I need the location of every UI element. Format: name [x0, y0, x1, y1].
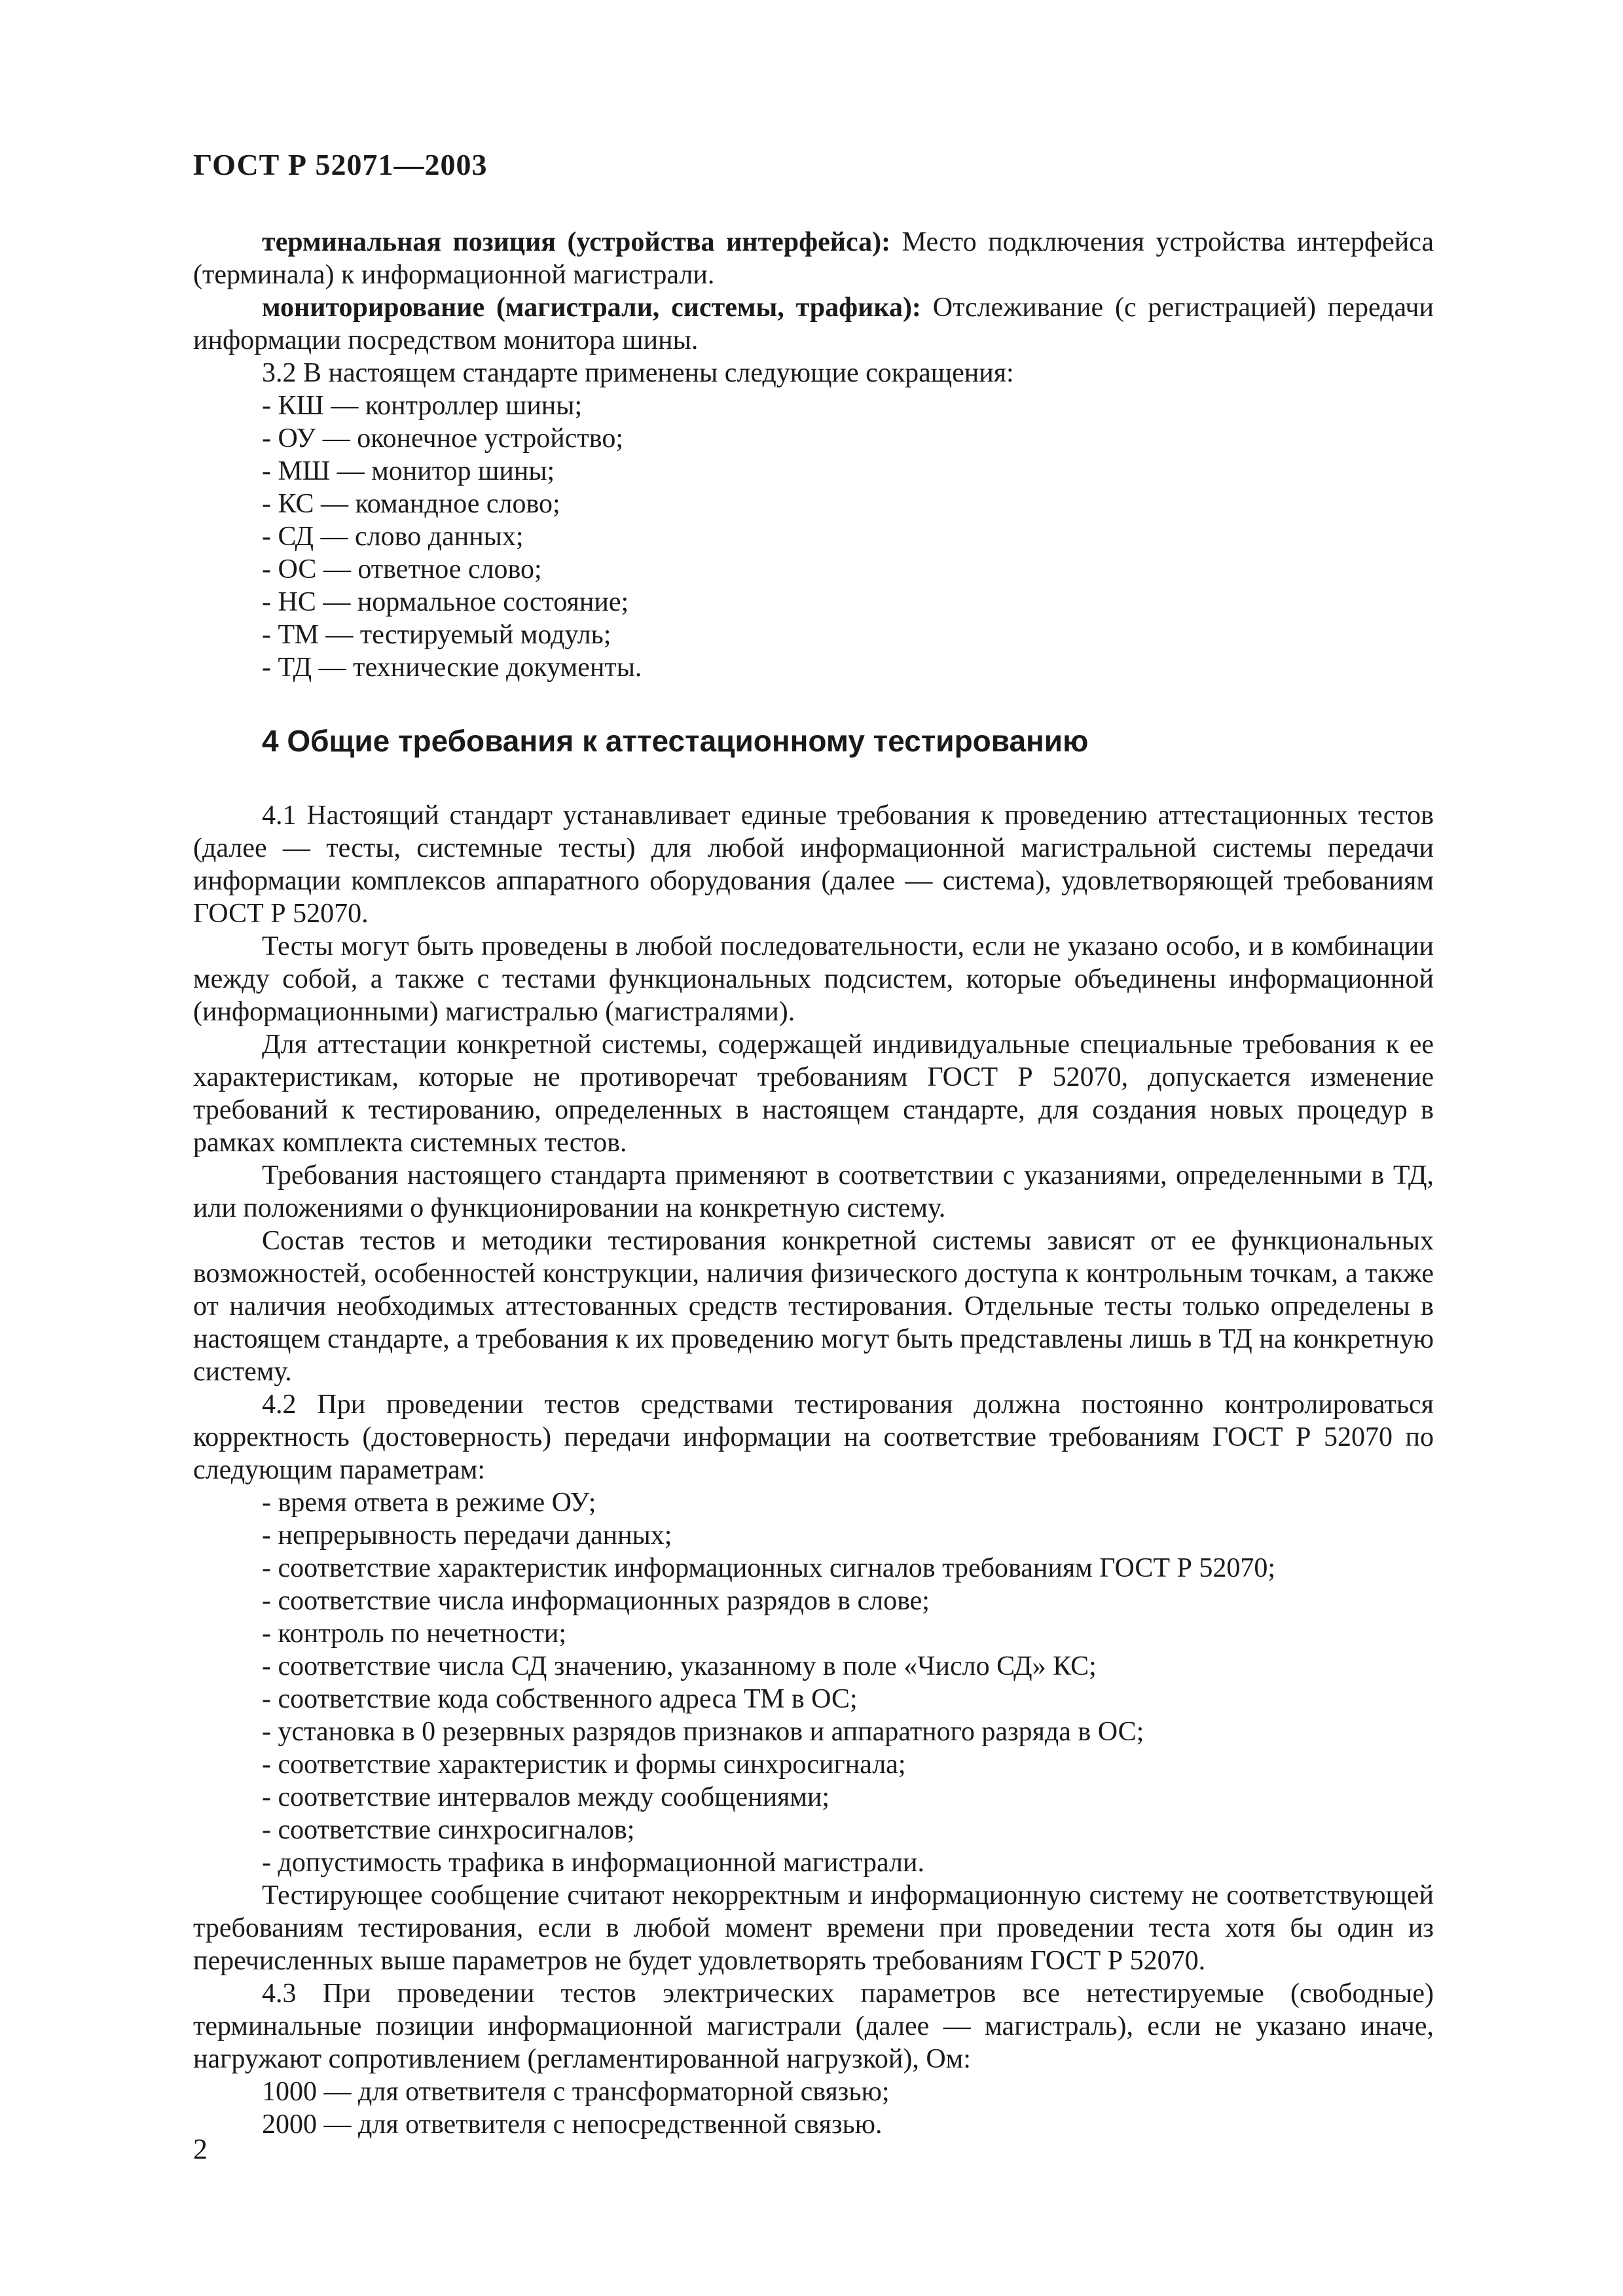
load-item: 2000 — для ответвителя с непосредственной связью.: [262, 2109, 883, 2140]
parameter-item: - допустимость трафика в информационной магистрали.: [262, 1848, 924, 1878]
abbreviation-item: - МШ — монитор шины;: [262, 456, 555, 486]
parameter-item: - время ответа в режиме ОУ;: [262, 1488, 596, 1518]
parameter-item: - соответствие синхросигналов;: [262, 1815, 635, 1845]
definition-term: терминальная позиция (устройства интерфейса):: [262, 227, 891, 257]
abbreviation-item: - КШ — контроллер шины;: [262, 391, 583, 421]
parameter-item: - соответствие характеристик и формы синхросигнала;: [262, 1749, 906, 1780]
parameter-item: - соответствие числа информационных разрядов в слове;: [262, 1586, 930, 1616]
paragraph-4-1: 4.1 Настоящий стандарт устанавливает единые требования к проведению аттестационных тестов (далее — тесты, системные тесты) для любой информационной магистральной системы передачи информации комплексов аппаратного оборудования (далее — система), удовлетворяющей требованиям ГОСТ Р 52070.: [193, 800, 1434, 929]
abbreviations-intro: 3.2 В настоящем стандарте применены следующие сокращения:: [262, 358, 1014, 388]
definition-text: Отслеживание (с регистрацией) передачи информации посредством монитора шины.: [193, 293, 1434, 355]
abbreviation-item: - ОУ — оконечное устройство;: [262, 423, 623, 454]
paragraph: Состав тестов и методики тестирования конкретной системы зависят от ее функциональных возможностей, особенностей конструкции, наличия физического доступа к контрольным точкам, а также от наличия необходимых аттестованных средств тестирования. Отдельные тесты только определены в настоящем стандарте, а требования к их проведению могут быть представлены лишь в ТД на конкретную систему.: [193, 1226, 1434, 1387]
abbreviation-item: - ОС — ответное слово;: [262, 554, 542, 584]
abbreviation-item: - ТМ — тестируемый модуль;: [262, 620, 611, 650]
document-header: ГОСТ Р 52071—2003: [193, 148, 488, 181]
section-4-title: 4 Общие требования к аттестационному тестированию: [262, 724, 1089, 758]
paragraph: Для аттестации конкретной системы, содержащей индивидуальные специальные требования к ее характеристикам, которые не противоречат требованиям ГОСТ Р 52070, допускается изменение требований к тестированию, определенных в настоящем стандарте, для создания новых процедур в рамках комплекта системных тестов.: [193, 1030, 1434, 1158]
abbreviation-item: - ТД — технические документы.: [262, 653, 642, 683]
load-item: 1000 — для ответвителя с трансформаторной связью;: [262, 2077, 890, 2107]
parameter-item: - соответствие характеристик информационных сигналов требованиям ГОСТ Р 52070;: [262, 1553, 1276, 1583]
definition-term: мониторирование (магистрали, системы, трафика):: [262, 293, 921, 323]
parameter-item: - установка в 0 резервных разрядов признаков и аппаратного разряда в ОС;: [262, 1717, 1144, 1747]
paragraph: Тесты могут быть проведены в любой последовательности, если не указано особо, и в комбинации между собой, а также с тестами функциональных подсистем, которые объединены информационной (информационными) магистралью (магистралями).: [193, 931, 1434, 1027]
parameter-item: - соответствие кода собственного адреса ТМ в ОС;: [262, 1684, 858, 1714]
paragraph-4-3: 4.3 При проведении тестов электрических параметров все нетестируемые (свободные) терминальные позиции информационной магистрали (далее — магистраль), если не указано иначе, нагружают сопротивлением (регламентированной нагрузкой), Ом:: [193, 1979, 1434, 2074]
paragraph-4-2: 4.2 При проведении тестов средствами тестирования должна постоянно контролироваться корректность (достоверность) передачи информации на соответствие требованиям ГОСТ Р 52070 по следующим параметрам:: [193, 1390, 1434, 1485]
paragraph: Требования настоящего стандарта применяют в соответствии с указаниями, определенными в ТД, или положениями о функционировании на конкретную систему.: [193, 1160, 1434, 1223]
parameter-item: - непрерывность передачи данных;: [262, 1520, 672, 1551]
definition-text: Место подключения устройства интерфейса (терминала) к информационной магистрали.: [193, 227, 1434, 290]
page-content: [193, 226, 1434, 2141]
abbreviation-item: - НС — нормальное состояние;: [262, 587, 629, 617]
parameter-item: - контроль по нечетности;: [262, 1619, 566, 1649]
parameter-item: - соответствие интервалов между сообщениями;: [262, 1782, 830, 1812]
abbreviation-item: - СД — слово данных;: [262, 522, 524, 552]
paragraph: Тестирующее сообщение считают некорректным и информационную систему не соответствующей требованиям тестирования, если в любой момент времени при проведении теста хотя бы один из перечисленных выше параметров не будет удовлетворять требованиям ГОСТ Р 52070.: [193, 1880, 1434, 1976]
abbreviation-item: - КС — командное слово;: [262, 489, 560, 519]
page-number: 2: [193, 2133, 208, 2165]
definition-monitoring: [193, 291, 1434, 357]
definition-terminal-position: [193, 226, 1434, 291]
parameter-item: - соответствие числа СД значению, указанному в поле «Число СД» КС;: [262, 1651, 1097, 1681]
